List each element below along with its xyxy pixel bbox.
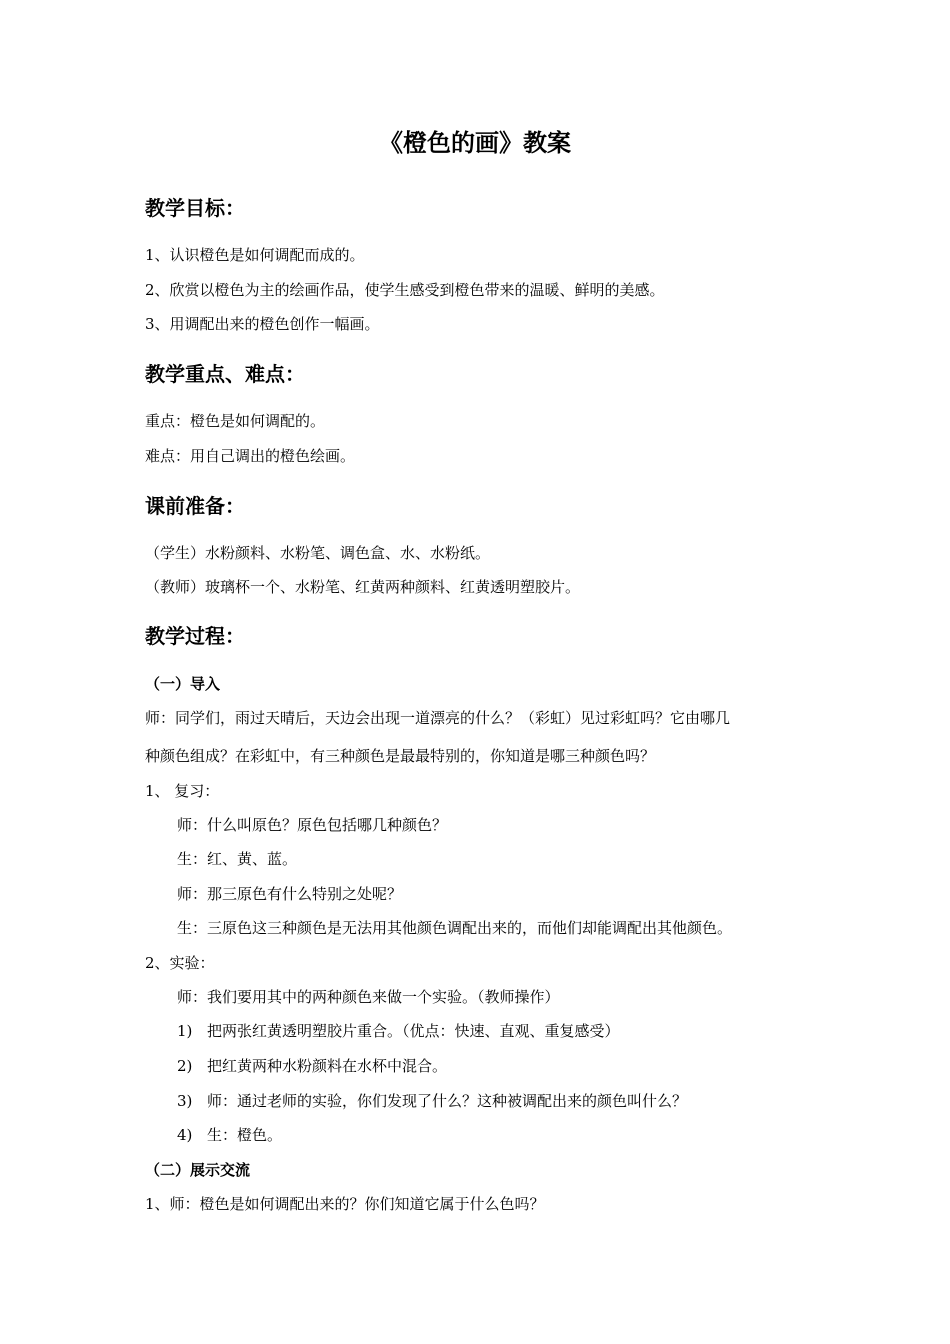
experiment-step xyxy=(177,1056,447,1076)
objective-item: 2、欣赏以橙色为主的绘画作品，使学生感受到橙色带来的温暖、鲜明的美感。 xyxy=(145,281,665,299)
experiment-step xyxy=(177,1091,687,1111)
step-text: 把红黄两种水粉颜料在水杯中混合。 xyxy=(207,1057,448,1075)
experiment-label: 2、实验： xyxy=(145,954,215,972)
experiment-step xyxy=(177,1125,282,1145)
step-number: 3) xyxy=(177,1092,193,1110)
step-number: 2) xyxy=(177,1057,193,1075)
part1-heading: （一）导入 xyxy=(145,675,221,693)
review-line: 生：三原色这三种颜色是无法用其他颜色调配出来的，而他们却能调配出其他颜色。 xyxy=(177,919,733,937)
review-line: 师：那三原色有什么特别之处呢？ xyxy=(177,885,403,903)
part2-heading: （二）展示交流 xyxy=(145,1161,251,1179)
step-text: 师：通过老师的实验，你们发现了什么？这种被调配出来的颜色叫什么？ xyxy=(207,1092,688,1110)
experiment-step xyxy=(177,1021,620,1041)
step-number: 1) xyxy=(177,1022,193,1040)
objective-item: 3、用调配出来的橙色创作一幅画。 xyxy=(145,315,380,333)
step-number: 4) xyxy=(177,1126,193,1144)
intro-line: 种颜色组成？在彩虹中，有三种颜色是最最特别的，你知道是哪三种颜色吗？ xyxy=(145,747,656,765)
experiment-intro: 师：我们要用其中的两种颜色来做一个实验。（教师操作） xyxy=(177,988,560,1006)
review-line: 生：红、黄、蓝。 xyxy=(177,850,298,868)
step-text: 生：橙色。 xyxy=(207,1126,283,1144)
review-label: 1、 复习： xyxy=(145,782,220,800)
key-point-item: 重点：橙色是如何调配的。 xyxy=(145,412,326,430)
page-title: 《橙色的画》教案 xyxy=(379,128,571,157)
part2-line: 1、师：橙色是如何调配出来的？你们知道它属于什么色吗？ xyxy=(145,1195,545,1213)
review-line: 师：什么叫原色？原色包括哪几种颜色？ xyxy=(177,816,448,834)
process-heading: 教学过程： xyxy=(145,624,245,648)
step-text: 把两张红黄透明塑胶片重合。（优点：快速、直观、重复感受） xyxy=(207,1022,620,1040)
preparation-item: （学生）水粉颜料、水粉笔、调色盒、水、水粉纸。 xyxy=(145,544,491,562)
key-points-heading: 教学重点、难点： xyxy=(145,362,305,386)
preparation-heading: 课前准备： xyxy=(145,494,245,518)
preparation-item: （教师）玻璃杯一个、水粉笔、红黄两种颜料、红黄透明塑胶片。 xyxy=(145,578,581,596)
key-point-item: 难点：用自己调出的橙色绘画。 xyxy=(145,447,356,465)
objectives-heading: 教学目标： xyxy=(145,196,245,220)
intro-line: 师：同学们，雨过天晴后，天边会出现一道漂亮的什么？（彩虹）见过彩虹吗？它由哪几 xyxy=(145,709,731,727)
objective-item: 1、认识橙色是如何调配而成的。 xyxy=(145,246,365,264)
